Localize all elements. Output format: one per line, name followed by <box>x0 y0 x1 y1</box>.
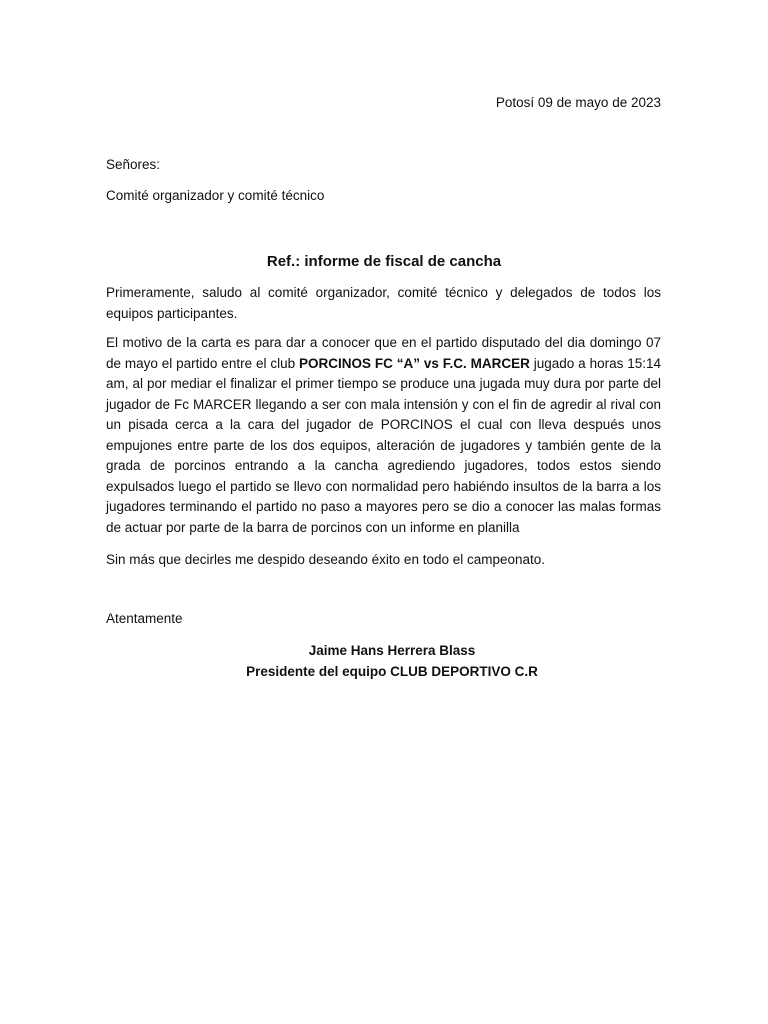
paragraph-report-text-2: jugado a horas 15:14 am, al por mediar el finalizar el primer tiempo se produce una jugada muy dura por parte del jugador de Fc MARCER llegando a ser con mala intensión y con el fin de agredir al rival con un pisada cerca a la cara del jugador de PORCINOS el cual con lleva después unos empujones entre parte de los dos equipos, alteración de jugadores y también gente de la grada de porcinos entrando a la cancha agrediendo jugadores, todos estos siendo expulsados luego el partido se llevo con normalidad pero habiéndo insultos de la barra a los jugadores terminando el partido no paso a mayores pero se dio a conocer las malas formas de actuar por parte de la barra de porcinos con un informe en planilla <box>106 355 661 535</box>
signature-block <box>0 641 768 682</box>
paragraph-report <box>106 333 661 538</box>
paragraph-farewell: Sin más que decirles me despido deseando éxito en todo el campeonato. <box>106 552 546 567</box>
signer-name: Jaime Hans Herrera Blass <box>308 643 476 658</box>
letter-date: Potosí 09 de mayo de 2023 <box>495 95 661 110</box>
paragraph-report-text-1: El motivo de la carta es para dar a conocer que en el partido disputado del dia domingo 07 de mayo el partido entre el club <box>106 335 661 371</box>
reference-heading: Ref.: informe de fiscal de cancha <box>266 253 502 270</box>
salutation: Señores: <box>106 157 161 172</box>
teams-bold: PORCINOS FC “A” vs F.C. MARCER <box>298 355 530 371</box>
recipient: Comité organizador y comité técnico <box>106 188 325 203</box>
signer-title: Presidente del equipo CLUB DEPORTIVO C.R <box>246 663 538 679</box>
closing: Atentamente <box>106 611 183 626</box>
paragraph-greeting: Primeramente, saludo al comité organizador, comité técnico y delegados de todos los equipos participantes. <box>106 285 661 321</box>
